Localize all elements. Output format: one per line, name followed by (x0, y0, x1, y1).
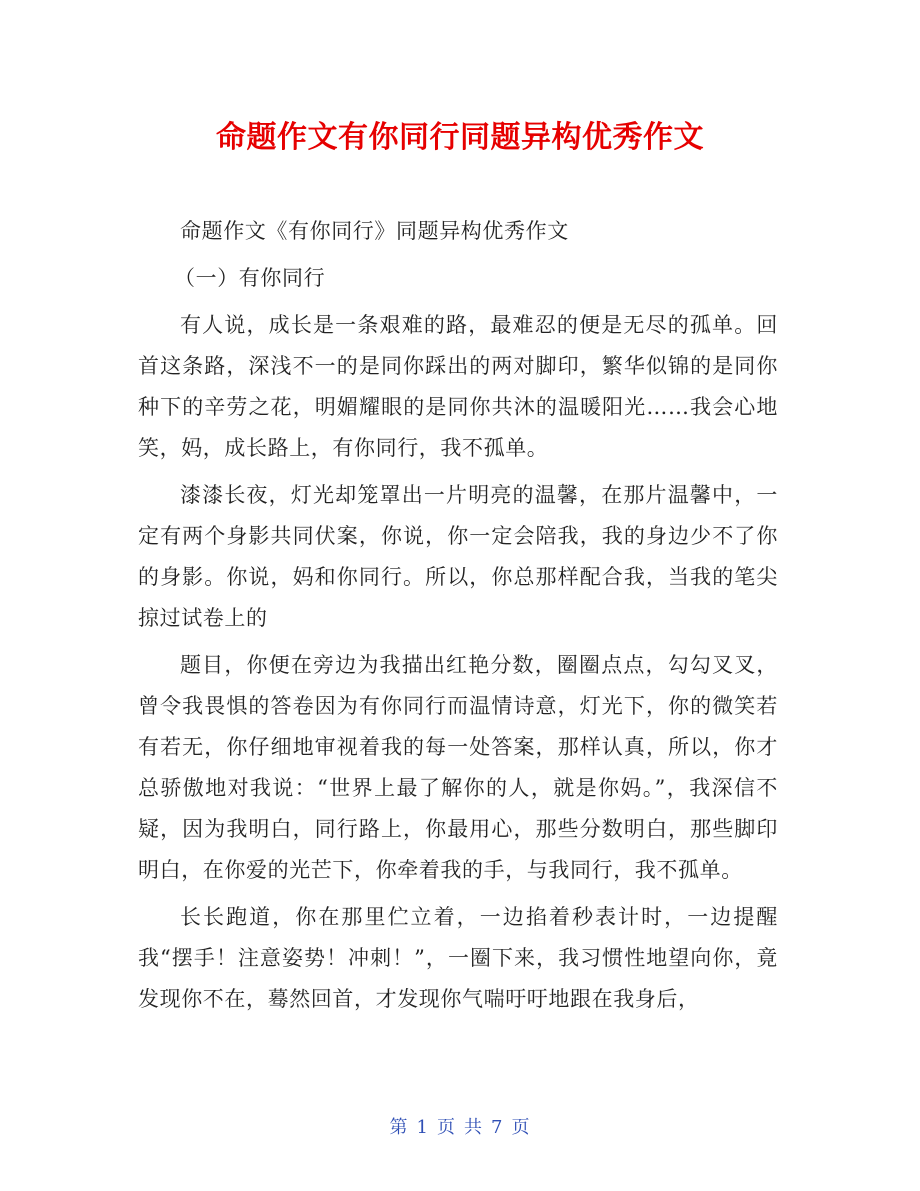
document-body (138, 211, 778, 1026)
document-title: 命题作文有你同行同题异构优秀作文 (216, 120, 704, 155)
page-number-footer (0, 1113, 920, 1139)
paragraph-heading: 命题作文《有你同行》同题异构优秀作文 (180, 219, 569, 243)
paragraph: 题目，你便在旁边为我描出红艳分数，圈圈点点，勾勾叉叉，曾令我畏惧的答卷因为有你同行而温情诗意，灯光下，你的微笑若有若无，你仔细地审视着我的每一处答案，那样认真，所以，你才总骄傲地对我说：“世界上最了解你的人，就是你妈。”，我深信不疑，因为我明白，同行路上，你最用心，那些分数明白，那些脚印明白，在你爱的光芒下，你牵着我的手，与我同行，我不孤单。 (138, 653, 778, 882)
total-pages-number: 7 (491, 1117, 504, 1138)
page-label-prefix: 第 (389, 1117, 409, 1138)
paragraph: 有人说，成长是一条艰难的路，最难忍的便是无尽的孤单。回首这条路，深浅不一的是同你踩出的两对脚印，繁华似锦的是同你种下的辛劳之花，明媚耀眼的是同你共沐的温暖阳光……我会心地笑，妈，成长路上，有你同行，我不孤单。 (138, 313, 778, 460)
current-page-number: 1 (416, 1117, 429, 1138)
paragraph-subheading: （一）有你同行 (174, 266, 326, 290)
page-label-suffix: 页 (511, 1117, 531, 1138)
paragraph: 长长跑道，你在那里伫立着，一边掐着秒表计时，一边提醒我“摆手！注意姿势！冲刺！”，一圈下来，我习惯性地望向你，竟发现你不在，蓦然回首，才发现你气喘吁吁地跟在我身后， (138, 905, 778, 1011)
paragraph: 漆漆长夜，灯光却笼罩出一片明亮的温馨，在那片温馨中，一定有两个身影共同伏案，你说，你一定会陪我，我的身边少不了你的身影。你说，妈和你同行。所以，你总那样配合我，当我的笔尖掠过试卷上的 (138, 483, 778, 630)
page-label-mid: 页 (437, 1117, 456, 1138)
total-label-prefix: 共 (464, 1117, 483, 1138)
